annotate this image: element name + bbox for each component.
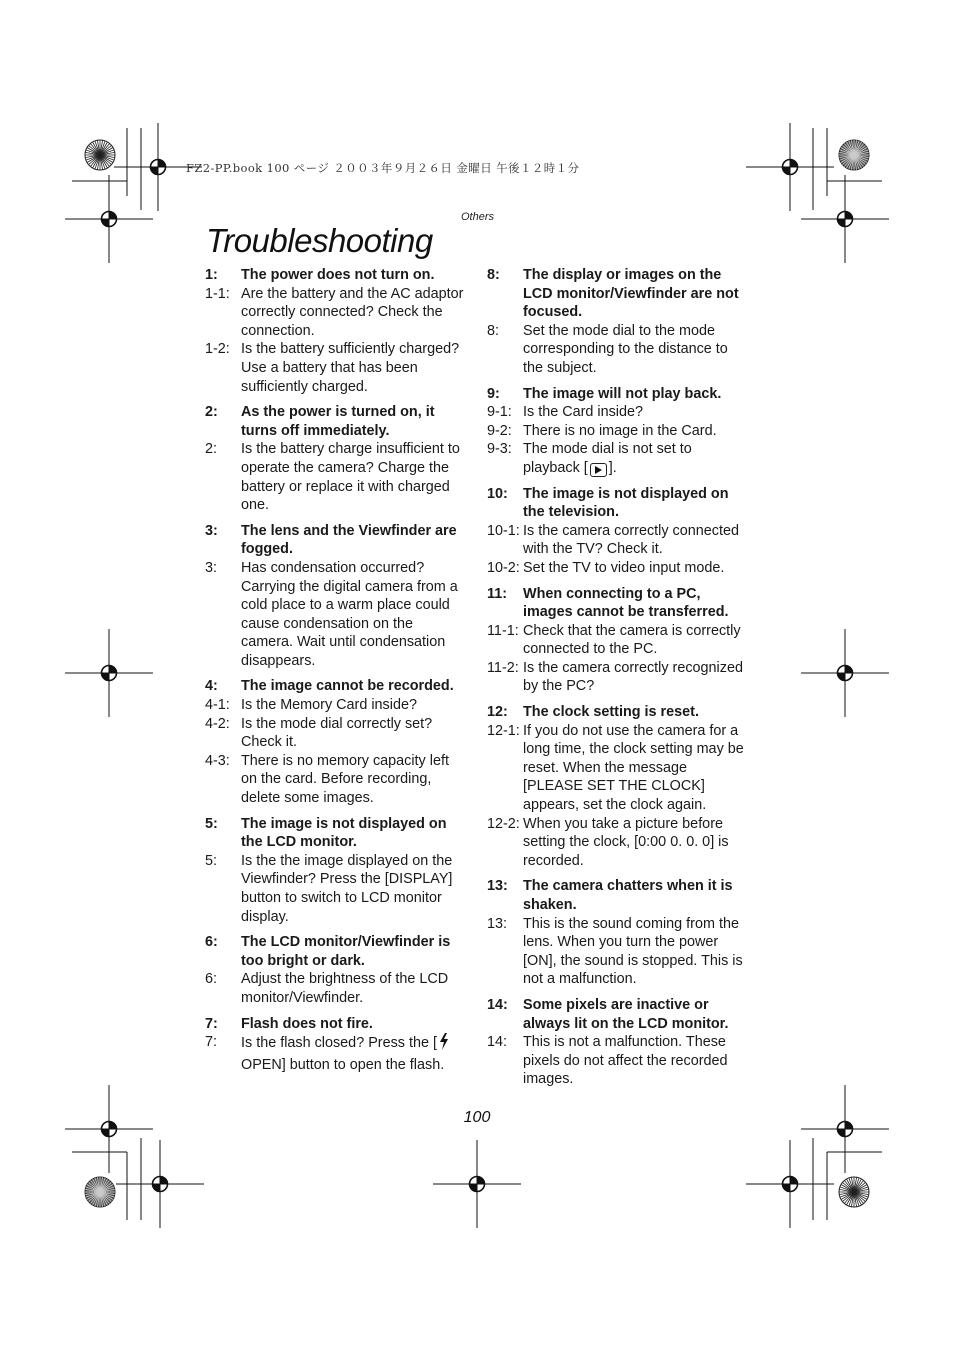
item-number: 2: xyxy=(205,441,218,458)
heading-number: 7: xyxy=(205,1015,218,1032)
item-number: 11-2: xyxy=(487,659,519,676)
trouble-section xyxy=(205,266,467,396)
trouble-item xyxy=(487,322,749,378)
trouble-section xyxy=(487,585,749,697)
item-number: 9-1: xyxy=(487,404,512,421)
crosshair-mark xyxy=(801,629,889,717)
heading-number: 9: xyxy=(487,385,500,402)
heading-text: The image is not displayed on the LCD monitor. xyxy=(241,815,447,851)
trouble-item xyxy=(487,722,749,815)
trouble-item xyxy=(487,559,749,578)
trouble-heading xyxy=(487,703,749,722)
trouble-heading xyxy=(205,266,467,285)
item-text: When you take a picture before setting the clock, [0:00 0. 0. 0] is recorded. xyxy=(523,815,729,869)
item-number: 4-2: xyxy=(205,715,230,732)
heading-number: 2: xyxy=(205,404,218,421)
heading-number: 10: xyxy=(487,485,508,502)
heading-text: The camera chatters when it is shaken. xyxy=(523,878,733,913)
item-text: Is the camera correctly connected with the TV? Check it. xyxy=(523,522,739,558)
trouble-item xyxy=(205,340,467,396)
trouble-section xyxy=(487,385,749,478)
heading-number: 8: xyxy=(487,267,500,283)
trouble-item xyxy=(487,815,749,871)
crop-lines xyxy=(72,128,882,1220)
right-column xyxy=(487,266,749,1096)
trouble-heading xyxy=(205,815,467,852)
trouble-heading xyxy=(205,1015,467,1034)
heading-text: Some pixels are inactive or always lit on the LCD monitor. xyxy=(523,996,729,1032)
trouble-item xyxy=(487,622,749,659)
item-number: 7: xyxy=(205,1034,218,1051)
heading-text: Flash does not fire. xyxy=(241,1015,373,1032)
item-text: Is the battery charge insufficient to operate the camera? Charge the battery or replace it with charged one. xyxy=(241,441,460,514)
color-rosette xyxy=(85,1177,115,1207)
item-text-part: ]. xyxy=(608,459,617,476)
heading-number: 13: xyxy=(487,878,508,895)
item-text: Is the battery sufficiently charged? Use a battery that has been sufficiently charged. xyxy=(241,341,460,395)
trouble-section xyxy=(205,815,467,927)
item-text: Set the TV to video input mode. xyxy=(523,559,725,576)
item-number: 6: xyxy=(205,971,218,988)
item-text-part: The mode dial is not set to playback [ xyxy=(523,441,692,476)
item-text: Adjust the brightness of the LCD monitor/Viewfinder. xyxy=(241,971,449,1006)
trouble-item xyxy=(205,559,467,671)
item-number: 1-1: xyxy=(205,285,230,302)
item-text: Is the camera correctly recognized by the PC? xyxy=(523,659,743,695)
item-text: If you do not use the camera for a long time, the clock setting may be reset. When the message [PLEASE SET THE CLOCK] appears, set the clock again. xyxy=(523,722,744,814)
trouble-heading xyxy=(487,996,749,1033)
heading-number: 3: xyxy=(205,522,218,539)
heading-text: The display or images on the LCD monitor/Viewfinder are not focused. xyxy=(523,267,739,321)
item-number: 8: xyxy=(487,322,500,339)
trouble-item xyxy=(205,752,467,808)
item-text: This is the sound coming from the lens. When you turn the power [ON], the sound is stopped. This is not a malfunction. xyxy=(523,915,743,988)
crosshair-mark xyxy=(746,123,834,211)
color-rosette xyxy=(839,140,869,170)
trouble-section xyxy=(487,266,749,378)
trouble-section xyxy=(487,996,749,1089)
heading-text: As the power is turned on, it turns off immediately. xyxy=(241,404,435,439)
item-text-part: OPEN] button to open the flash. xyxy=(241,1056,445,1073)
trouble-section xyxy=(205,522,467,671)
trouble-item xyxy=(487,403,749,422)
heading-text: When connecting to a PC, images cannot be transferred. xyxy=(523,585,729,621)
item-number: 10-2: xyxy=(487,559,520,576)
trouble-item xyxy=(487,659,749,696)
item-text: Is the the image displayed on the Viewfinder? Press the [DISPLAY] button to switch to LCD monitor display. xyxy=(241,852,453,925)
left-column xyxy=(205,266,467,1081)
item-number: 3: xyxy=(205,559,218,576)
trouble-section xyxy=(487,485,749,578)
trouble-item xyxy=(487,440,749,477)
item-text: Are the battery and the AC adaptor correctly connected? Check the connection. xyxy=(241,285,464,339)
item-text: Set the mode dial to the mode corresponding to the distance to the subject. xyxy=(523,322,728,376)
item-number: 12-2: xyxy=(487,815,520,832)
item-text-part: Is the flash closed? Press the [ xyxy=(241,1035,437,1052)
heading-number: 14: xyxy=(487,996,508,1013)
item-number: 5: xyxy=(205,852,218,869)
trouble-section xyxy=(205,677,467,807)
trouble-heading xyxy=(205,677,467,696)
trouble-item xyxy=(205,852,467,926)
heading-text: The image cannot be recorded. xyxy=(241,678,454,695)
item-number: 11-1: xyxy=(487,622,519,639)
trouble-item xyxy=(205,440,467,514)
trouble-section xyxy=(205,403,467,515)
color-rosette xyxy=(839,1177,869,1207)
trouble-heading xyxy=(487,385,749,404)
heading-text: The clock setting is reset. xyxy=(523,704,699,721)
page-number: 100 xyxy=(463,1109,491,1126)
heading-text: The lens and the Viewfinder are fogged. xyxy=(241,522,457,558)
crosshair-mark xyxy=(116,1140,204,1228)
crosshair-mark xyxy=(801,175,889,263)
item-number: 12-1: xyxy=(487,722,520,739)
trouble-heading xyxy=(205,403,467,440)
trouble-heading xyxy=(487,485,749,522)
trouble-heading xyxy=(205,522,467,559)
item-text xyxy=(523,440,749,477)
heading-text: The LCD monitor/Viewfinder is too bright or dark. xyxy=(241,934,451,969)
trouble-item xyxy=(205,970,467,1007)
print-job-header: FZ2-PP.book 100 ページ ２００３年９月２６日 金曜日 午後１２時１分 xyxy=(186,161,580,175)
heading-number: 12: xyxy=(487,704,508,721)
crosshair-mark xyxy=(65,1085,153,1173)
flash-icon xyxy=(439,1033,449,1056)
trouble-item xyxy=(205,1033,467,1074)
trouble-item xyxy=(487,422,749,441)
trouble-item xyxy=(205,696,467,715)
trouble-heading xyxy=(205,933,467,970)
item-number: 13: xyxy=(487,915,508,932)
trouble-heading xyxy=(487,585,749,622)
heading-number: 11: xyxy=(487,585,508,602)
item-number: 4-3: xyxy=(205,752,230,769)
crosshair-marks xyxy=(65,123,889,1228)
trouble-section xyxy=(487,877,749,989)
color-rosette-marks xyxy=(85,140,869,1207)
trouble-section xyxy=(205,1015,467,1075)
item-number: 14: xyxy=(487,1034,508,1051)
item-text: Is the Memory Card inside? xyxy=(241,697,417,714)
item-text: Is the mode dial correctly set? Check it. xyxy=(241,715,433,751)
trouble-item xyxy=(487,522,749,559)
item-text: Has condensation occurred? Carrying the digital camera from a cold place to a warm place could cause condensation on the camera. Wait until condensation disappears. xyxy=(241,559,458,669)
section-label: Others xyxy=(460,211,494,223)
trouble-item xyxy=(205,285,467,341)
trouble-item xyxy=(487,915,749,989)
crosshair-mark xyxy=(746,1140,834,1228)
item-text: There is no memory capacity left on the card. Before recording, delete some images. xyxy=(241,752,449,807)
heading-number: 4: xyxy=(205,678,218,695)
trouble-heading xyxy=(487,266,749,322)
heading-text: The image is not displayed on the television. xyxy=(523,485,729,521)
trouble-section xyxy=(205,933,467,1007)
heading-text: The image will not play back. xyxy=(523,385,722,402)
item-number: 9-2: xyxy=(487,422,512,439)
item-text: This is not a malfunction. These pixels do not affect the recorded images. xyxy=(523,1034,728,1088)
trouble-section xyxy=(487,703,749,870)
heading-number: 6: xyxy=(205,934,218,951)
heading-number: 5: xyxy=(205,815,218,832)
crosshair-mark xyxy=(65,629,153,717)
heading-number: 1: xyxy=(205,267,218,283)
item-number: 10-1: xyxy=(487,522,520,539)
heading-text: The power does not turn on. xyxy=(241,267,435,283)
trouble-item xyxy=(205,715,467,752)
item-text: There is no image in the Card. xyxy=(523,422,717,439)
trouble-heading xyxy=(487,877,749,914)
item-text: Check that the camera is correctly connected to the PC. xyxy=(523,622,741,658)
color-rosette xyxy=(85,140,115,170)
item-number: 1-2: xyxy=(205,341,230,358)
item-text xyxy=(241,1033,467,1074)
item-number: 4-1: xyxy=(205,697,230,714)
item-number: 9-3: xyxy=(487,441,512,458)
crosshair-mark xyxy=(433,1140,521,1228)
trouble-item xyxy=(487,1033,749,1089)
crosshair-mark xyxy=(801,1085,889,1173)
item-text: Is the Card inside? xyxy=(523,404,643,421)
page-title: Troubleshooting xyxy=(206,222,433,259)
play-icon xyxy=(590,463,607,477)
